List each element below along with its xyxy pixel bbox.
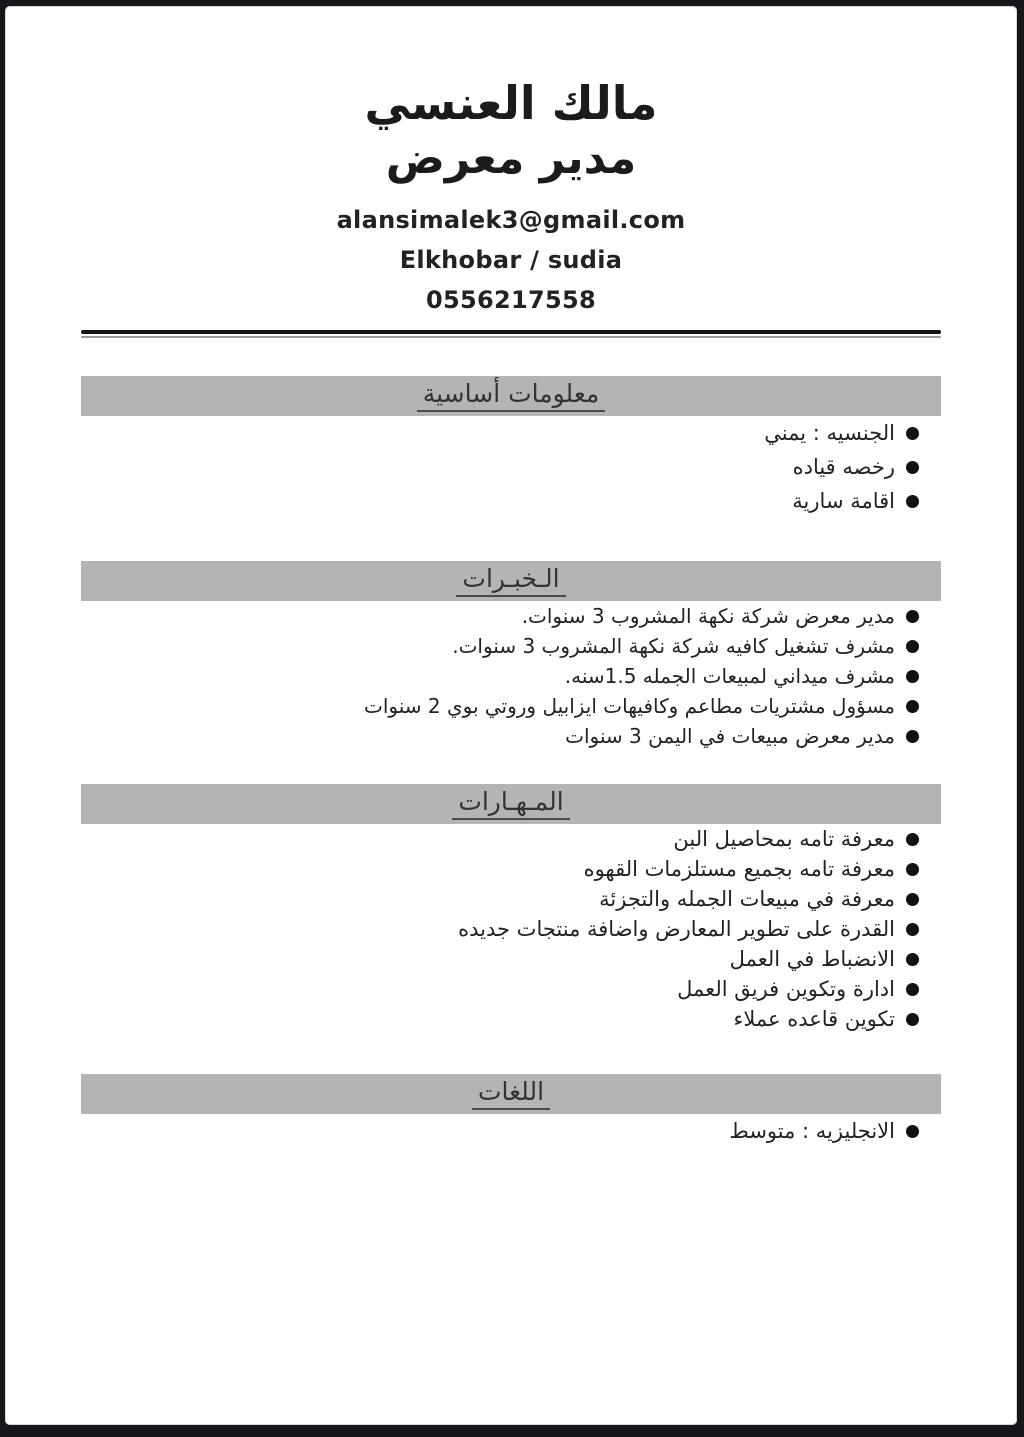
section-experience-bar xyxy=(81,561,941,601)
contact-block xyxy=(81,200,941,320)
section-languages xyxy=(81,1074,941,1148)
skill-item xyxy=(103,974,919,1004)
divider-thin-rule xyxy=(81,336,941,338)
resume-header xyxy=(81,6,941,320)
section-languages-title: اللغات xyxy=(472,1078,550,1111)
experience-item xyxy=(103,691,919,721)
experience-item-text: مدير معرض مبيعات في اليمن 3 سنوات xyxy=(565,724,895,748)
bullet-icon xyxy=(906,983,919,996)
bullet-icon xyxy=(906,461,919,474)
experience-item-text: مدير معرض شركة نكهة المشروب 3 سنوات. xyxy=(521,604,895,628)
section-skills-bar xyxy=(81,784,941,824)
bullet-icon xyxy=(906,953,919,966)
phone-text: 0556217558 xyxy=(426,286,596,314)
bullet-icon xyxy=(906,730,919,743)
info-item-text: اقامة سارية xyxy=(792,489,895,513)
experience-item xyxy=(103,721,919,751)
bullet-icon xyxy=(906,923,919,936)
language-item xyxy=(103,1114,919,1148)
skill-item xyxy=(103,824,919,854)
section-basic-info-title: معلومات أساسية xyxy=(417,380,606,413)
bullet-icon xyxy=(906,863,919,876)
section-basic-info xyxy=(81,376,941,518)
skill-item-text: تكوين قاعده عملاء xyxy=(733,1007,895,1031)
header-divider xyxy=(81,330,941,338)
bullet-icon xyxy=(906,610,919,623)
experience-list xyxy=(81,601,941,751)
basic-info-list xyxy=(81,416,941,518)
skill-item xyxy=(103,854,919,884)
info-item-text: الجنسيه : يمني xyxy=(764,421,895,445)
section-languages-bar xyxy=(81,1074,941,1114)
experience-item-text: مشرف تشغيل كافيه شركة نكهة المشروب 3 سنوات. xyxy=(452,634,895,658)
section-experience xyxy=(81,561,941,751)
skill-item-text: معرفة تامه بمحاصيل البن xyxy=(673,827,895,851)
skills-list xyxy=(81,824,941,1034)
bullet-icon xyxy=(906,640,919,653)
bullet-icon xyxy=(906,427,919,440)
experience-item xyxy=(103,661,919,691)
bullet-icon xyxy=(906,495,919,508)
bullet-icon xyxy=(906,1013,919,1026)
skill-item xyxy=(103,944,919,974)
skill-item-text: الانضباط في العمل xyxy=(729,947,895,971)
language-item-text: الانجليزيه : متوسط xyxy=(729,1119,895,1143)
bullet-icon xyxy=(906,1125,919,1138)
bullet-icon xyxy=(906,833,919,846)
section-experience-title: الـخبـرات xyxy=(456,565,565,598)
resume-page xyxy=(5,6,1017,1425)
email-text: alansimalek3@gmail.com xyxy=(336,206,686,234)
location-text: Elkhobar / sudia xyxy=(399,246,623,274)
experience-item xyxy=(103,601,919,631)
info-item xyxy=(103,450,919,484)
experience-item xyxy=(103,631,919,661)
bullet-icon xyxy=(906,700,919,713)
skill-item-text: ادارة وتكوين فريق العمل xyxy=(677,977,895,1001)
bullet-icon xyxy=(906,670,919,683)
experience-item-text: مسؤول مشتريات مطاعم وكافيهات ايزابيل وروتي بوي 2 سنوات xyxy=(364,694,895,718)
section-basic-info-bar xyxy=(81,376,941,416)
job-title: مدير معرض xyxy=(385,133,637,184)
info-item-text: رخصه قياده xyxy=(792,455,895,479)
languages-list xyxy=(81,1114,941,1148)
experience-item-text: مشرف ميداني لمبيعات الجمله 1.5سنه. xyxy=(564,664,895,688)
skill-item-text: معرفة في مبيعات الجمله والتجزئة xyxy=(599,887,895,911)
info-item xyxy=(103,484,919,518)
resume-content xyxy=(5,6,1017,1148)
skill-item-text: معرفة تامه بجميع مستلزمات القهوه xyxy=(583,857,895,881)
skill-item-text: القدرة على تطوير المعارض واضافة منتجات جديده xyxy=(458,917,895,941)
info-item xyxy=(103,416,919,450)
skill-item xyxy=(103,914,919,944)
person-name: مالك العنسي xyxy=(364,76,658,130)
bullet-icon xyxy=(906,893,919,906)
divider-thick-rule xyxy=(81,330,941,334)
skill-item xyxy=(103,1004,919,1034)
skill-item xyxy=(103,884,919,914)
section-skills xyxy=(81,784,941,1034)
section-skills-title: المـهـارات xyxy=(452,788,569,821)
